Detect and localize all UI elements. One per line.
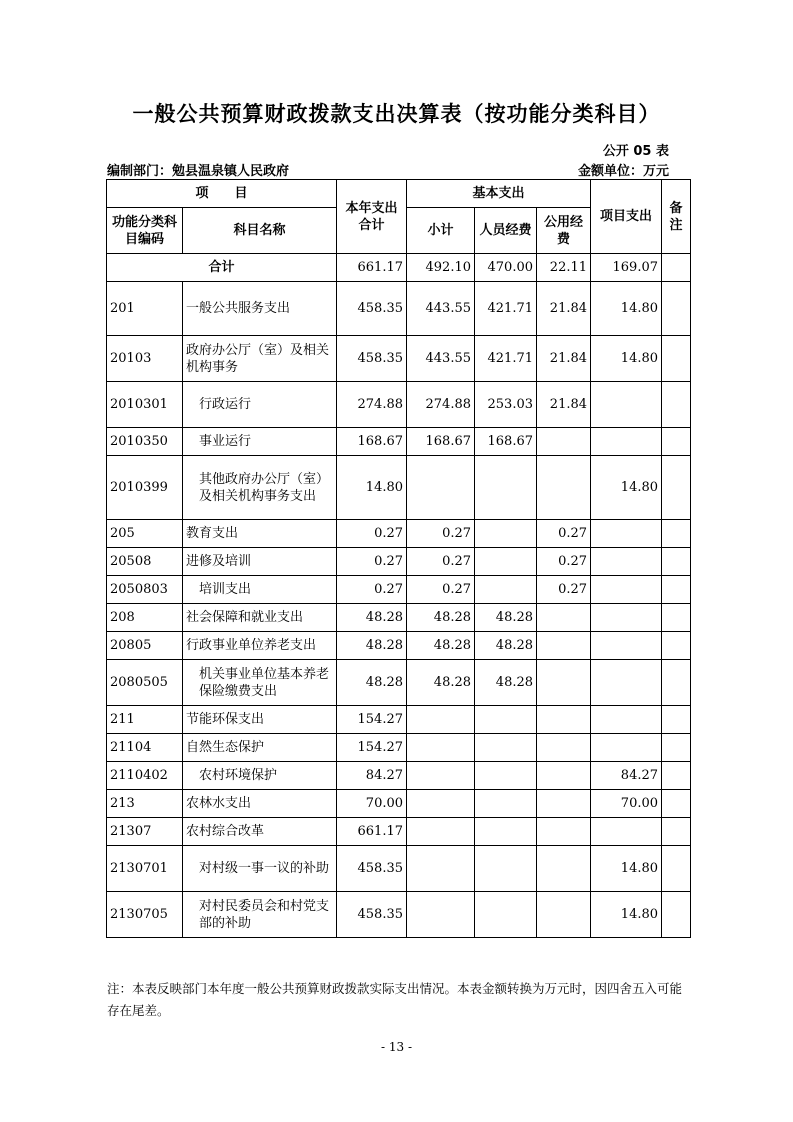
row-public: 21.84 [537, 336, 591, 382]
row-year-total: 70.00 [337, 790, 407, 818]
row-code: 2010350 [107, 428, 183, 456]
row-subject-name: 农林水支出 [183, 790, 337, 818]
row-code: 2080505 [107, 660, 183, 706]
row-project [591, 548, 662, 576]
row-subtotal [407, 706, 475, 734]
row-project [591, 604, 662, 632]
row-subtotal [407, 456, 475, 520]
row-subject-name: 教育支出 [183, 520, 337, 548]
row-project: 14.80 [591, 892, 662, 938]
row-personnel [475, 734, 537, 762]
header-year-total: 本年支出合计 [337, 180, 407, 254]
row-subtotal [407, 734, 475, 762]
row-subject-name: 行政运行 [183, 382, 337, 428]
header-subtotal: 小计 [407, 208, 475, 254]
row-code: 205 [107, 520, 183, 548]
row-personnel [475, 576, 537, 604]
table-row [107, 576, 691, 604]
header-subject-name: 科目名称 [183, 208, 337, 254]
row-year-total: 0.27 [337, 576, 407, 604]
row-project: 70.00 [591, 790, 662, 818]
row-subject-name: 农村环境保护 [183, 762, 337, 790]
table-row [107, 846, 691, 892]
row-code: 211 [107, 706, 183, 734]
row-personnel [475, 892, 537, 938]
row-personnel: 421.71 [475, 282, 537, 336]
table-row [107, 282, 691, 336]
row-subject-name: 培训支出 [183, 576, 337, 604]
header-public: 公用经费 [537, 208, 591, 254]
row-code: 2050803 [107, 576, 183, 604]
row-project [591, 734, 662, 762]
table-row [107, 604, 691, 632]
row-remark [662, 336, 691, 382]
row-subject-name: 对村民委员会和村党支部的补助 [183, 892, 337, 938]
row-year-total: 661.17 [337, 818, 407, 846]
total-label: 合计 [107, 254, 337, 282]
page-title: 一般公共预算财政拨款支出决算表（按功能分类科目） [132, 102, 661, 126]
row-subject-name: 节能环保支出 [183, 706, 337, 734]
row-subtotal: 48.28 [407, 632, 475, 660]
row-subtotal [407, 818, 475, 846]
row-public: 0.27 [537, 520, 591, 548]
row-subject-name: 政府办公厅（室）及相关机构事务 [183, 336, 337, 382]
row-public [537, 604, 591, 632]
row-personnel [475, 456, 537, 520]
row-code: 20103 [107, 336, 183, 382]
row-public [537, 734, 591, 762]
table-row [107, 336, 691, 382]
row-year-total: 48.28 [337, 632, 407, 660]
row-subject-name: 事业运行 [183, 428, 337, 456]
row-public: 21.84 [537, 382, 591, 428]
row-project [591, 576, 662, 604]
row-personnel [475, 790, 537, 818]
total-remark [662, 254, 691, 282]
header-project: 项 目 [107, 180, 337, 208]
table-row [107, 520, 691, 548]
row-project: 14.80 [591, 336, 662, 382]
row-subject-name: 行政事业单位养老支出 [183, 632, 337, 660]
footnote: 注：本表反映部门本年度一般公共预算财政拨款实际支出情况。本表金额转换为万元时，因四舍五入可能存在尾差。 [107, 981, 683, 1018]
row-subject-name: 社会保障和就业支出 [183, 604, 337, 632]
row-subject-name: 进修及培训 [183, 548, 337, 576]
row-subtotal: 168.67 [407, 428, 475, 456]
header-project-expense: 项目支出 [591, 180, 662, 254]
row-project [591, 818, 662, 846]
row-public [537, 818, 591, 846]
row-remark [662, 790, 691, 818]
header-basic: 基本支出 [407, 180, 591, 208]
row-public [537, 706, 591, 734]
row-subtotal: 274.88 [407, 382, 475, 428]
row-year-total: 84.27 [337, 762, 407, 790]
table-row [107, 892, 691, 938]
row-code: 2130701 [107, 846, 183, 892]
row-year-total: 0.27 [337, 548, 407, 576]
total-row [107, 254, 691, 282]
row-public [537, 790, 591, 818]
row-code: 2130705 [107, 892, 183, 938]
row-remark [662, 846, 691, 892]
row-personnel [475, 762, 537, 790]
row-year-total: 154.27 [337, 706, 407, 734]
row-subtotal: 443.55 [407, 336, 475, 382]
row-year-total: 48.28 [337, 660, 407, 706]
row-project: 14.80 [591, 456, 662, 520]
row-public [537, 456, 591, 520]
row-public [537, 632, 591, 660]
row-code: 20805 [107, 632, 183, 660]
department-label: 编制部门：勉县温泉镇人民政府 [107, 164, 290, 179]
row-remark [662, 660, 691, 706]
row-project: 14.80 [591, 846, 662, 892]
row-year-total: 14.80 [337, 456, 407, 520]
row-code: 2110402 [107, 762, 183, 790]
row-subject-name: 农村综合改革 [183, 818, 337, 846]
row-personnel [475, 520, 537, 548]
row-public: 0.27 [537, 548, 591, 576]
row-remark [662, 818, 691, 846]
table-row [107, 660, 691, 706]
table-row [107, 456, 691, 520]
table-row [107, 706, 691, 734]
row-subject-name: 一般公共服务支出 [183, 282, 337, 336]
row-year-total: 458.35 [337, 846, 407, 892]
row-personnel: 48.28 [475, 632, 537, 660]
row-subtotal [407, 762, 475, 790]
row-personnel: 48.28 [475, 660, 537, 706]
row-code: 208 [107, 604, 183, 632]
row-public [537, 762, 591, 790]
total-personnel: 470.00 [475, 254, 537, 282]
row-subtotal [407, 790, 475, 818]
row-project [591, 428, 662, 456]
row-personnel [475, 548, 537, 576]
row-subject-name: 对村级一事一议的补助 [183, 846, 337, 892]
row-subtotal [407, 846, 475, 892]
row-project [591, 706, 662, 734]
row-remark [662, 282, 691, 336]
row-remark [662, 604, 691, 632]
row-subject-name: 其他政府办公厅（室）及相关机构事务支出 [183, 456, 337, 520]
row-public: 0.27 [537, 576, 591, 604]
row-subtotal: 48.28 [407, 604, 475, 632]
row-project: 14.80 [591, 282, 662, 336]
row-remark [662, 456, 691, 520]
row-personnel [475, 706, 537, 734]
row-subtotal: 0.27 [407, 576, 475, 604]
row-code: 21104 [107, 734, 183, 762]
row-personnel: 48.28 [475, 604, 537, 632]
row-remark [662, 520, 691, 548]
row-remark [662, 892, 691, 938]
form-number: 公开 05 表 [602, 144, 669, 159]
row-year-total: 0.27 [337, 520, 407, 548]
row-year-total: 168.67 [337, 428, 407, 456]
row-remark [662, 734, 691, 762]
row-remark [662, 632, 691, 660]
row-subtotal [407, 892, 475, 938]
row-code: 213 [107, 790, 183, 818]
expenditure-table [106, 179, 691, 938]
header-personnel: 人员经费 [475, 208, 537, 254]
table-row [107, 818, 691, 846]
table-row [107, 632, 691, 660]
page-number: - 13 - [380, 1040, 412, 1054]
row-remark [662, 762, 691, 790]
table-row [107, 790, 691, 818]
row-code: 20508 [107, 548, 183, 576]
row-code: 21307 [107, 818, 183, 846]
row-year-total: 458.35 [337, 336, 407, 382]
row-code: 201 [107, 282, 183, 336]
table-row [107, 762, 691, 790]
row-subtotal: 0.27 [407, 548, 475, 576]
row-subtotal: 0.27 [407, 520, 475, 548]
row-subtotal: 48.28 [407, 660, 475, 706]
row-public: 21.84 [537, 282, 591, 336]
row-code: 2010301 [107, 382, 183, 428]
row-public [537, 428, 591, 456]
row-code: 2010399 [107, 456, 183, 520]
row-project [591, 520, 662, 548]
row-subject-name: 机关事业单位基本养老保险缴费支出 [183, 660, 337, 706]
table-row [107, 428, 691, 456]
unit-label: 金额单位：万元 [577, 164, 669, 179]
row-year-total: 458.35 [337, 892, 407, 938]
row-public [537, 660, 591, 706]
row-subtotal: 443.55 [407, 282, 475, 336]
row-project: 84.27 [591, 762, 662, 790]
table-row [107, 382, 691, 428]
total-subtotal: 492.10 [407, 254, 475, 282]
row-year-total: 458.35 [337, 282, 407, 336]
row-year-total: 48.28 [337, 604, 407, 632]
row-project [591, 382, 662, 428]
header-remark: 备注 [662, 180, 691, 254]
row-remark [662, 576, 691, 604]
row-personnel: 168.67 [475, 428, 537, 456]
table-row [107, 548, 691, 576]
total-project: 169.07 [591, 254, 662, 282]
total-public: 22.11 [537, 254, 591, 282]
row-public [537, 892, 591, 938]
row-remark [662, 706, 691, 734]
row-year-total: 154.27 [337, 734, 407, 762]
header-func-code: 功能分类科目编码 [107, 208, 183, 254]
total-year-total: 661.17 [337, 254, 407, 282]
row-personnel [475, 818, 537, 846]
row-personnel: 421.71 [475, 336, 537, 382]
table-row [107, 734, 691, 762]
row-remark [662, 548, 691, 576]
row-remark [662, 382, 691, 428]
row-year-total: 274.88 [337, 382, 407, 428]
row-public [537, 846, 591, 892]
row-project [591, 632, 662, 660]
row-project [591, 660, 662, 706]
row-subject-name: 自然生态保护 [183, 734, 337, 762]
row-remark [662, 428, 691, 456]
row-personnel: 253.03 [475, 382, 537, 428]
row-personnel [475, 846, 537, 892]
